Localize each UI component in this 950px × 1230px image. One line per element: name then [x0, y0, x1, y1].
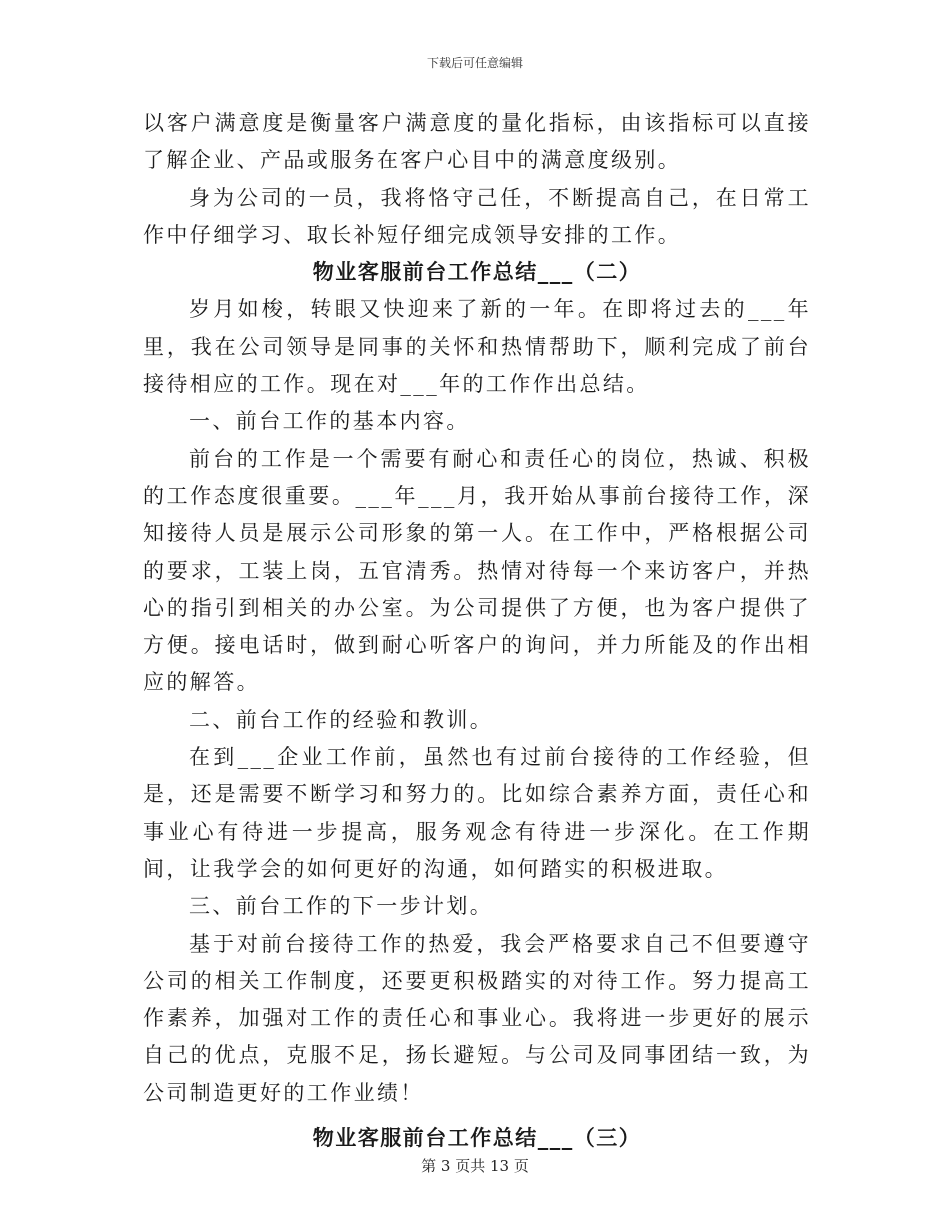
subheading-basic-content: 一、前台工作的基本内容。 — [189, 409, 470, 434]
subheading-next-plan: 三、前台工作的下一步计划。 — [189, 894, 494, 919]
paragraph-intro: 岁月如梭，转眼又快迎来了新的一年。在即将过去的___年里，我在公司领导是同事的关怀和热情帮助下，顺利完成了前台接待相应的工作。现在对___年的工作作出总结。 — [143, 297, 811, 397]
page-header: 下载后可任意编辑 — [426, 56, 523, 70]
paragraph-next-plan: 基于对前台接待工作的热爱，我会严格要求自己不但要遵守公司的相关工作制度，还要更积极踏实的对待工作。努力提高工作素养，加强对工作的责任心和事业心。我将进一步更好的展示自己的优点，克服不足，扬长避短。与公司及同事团结一致，为公司制造更好的工作业绩！ — [143, 931, 811, 1105]
section-heading-two: 物业客服前台工作总结___（二） — [312, 260, 642, 285]
page-footer: 第 3 页共 13 页 — [421, 1157, 529, 1175]
document-body — [143, 105, 811, 1157]
paragraph-experience: 在到___企业工作前，虽然也有过前台接待的工作经验，但是，还是需要不断学习和努力的。比如综合素养方面，责任心和事业心有待进一步提高，服务观念有待进一步深化。在工作期间，让我学会的如何更好的沟通，如何踏实的积极进取。 — [143, 745, 811, 881]
paragraph-basic-content: 前台的工作是一个需要有耐心和责任心的岗位，热诚、积极的工作态度很重要。___年___月，我开始从事前台接待工作，深知接待人员是展示公司形象的第一人。在工作中，严格根据公司的要求，工装上岗，五官清秀。热情对待每一个来访客户，并热心的指引到相关的办公室。为公司提供了方便，也为客户提供了方便。接电话时，做到耐心听客户的询问，并力所能及的作出相应的解答。 — [143, 446, 811, 695]
section-heading-three: 物业客服前台工作总结___（三） — [312, 1126, 642, 1151]
subheading-experience: 二、前台工作的经验和教训。 — [189, 707, 494, 732]
paragraph-satisfaction: 以客户满意度是衡量客户满意度的量化指标，由该指标可以直接了解企业、产品或服务在客户心目中的满意度级别。 — [143, 111, 811, 173]
paragraph-commitment: 身为公司的一员，我将恪守己任，不断提高自己，在日常工作中仔细学习、取长补短仔细完成领导安排的工作。 — [143, 185, 811, 247]
